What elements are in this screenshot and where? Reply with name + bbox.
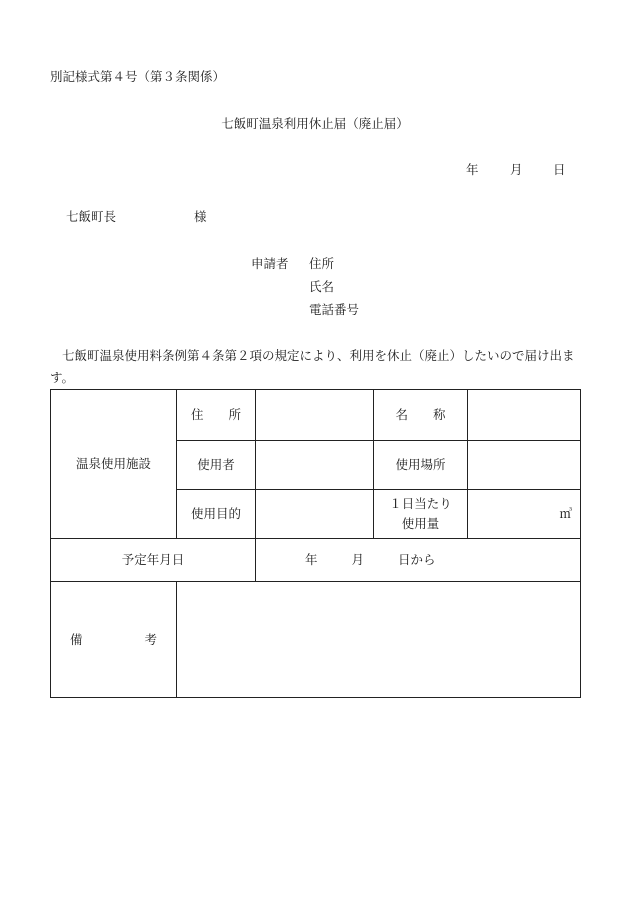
scheduled-date-label: 予定年月日 [121,552,185,567]
applicant-label: 申請者 [251,256,289,271]
addressee-name: 七飯町長 [66,209,117,224]
date-year: 年 [466,162,479,177]
daily-amount-value-cell[interactable] [468,490,581,539]
form-table [50,389,581,698]
scheduled-date-label-cell [51,539,256,582]
form-number: 別記様式第４号（第３条関係） [50,69,226,84]
daily-amount-label-line2: 使用量 [401,516,440,531]
daily-amount-label-cell [374,490,468,539]
remarks-label-2: 考 [144,631,158,647]
scheduled-month: 月 [351,552,365,567]
purpose-label: 使用目的 [190,506,241,521]
scheduled-year: 年 [305,552,318,567]
purpose-label-cell [177,490,256,539]
name-label: 名 称 [395,407,446,422]
name-value-cell[interactable] [468,390,581,441]
address-label-cell [177,390,256,441]
address-label: 住 所 [190,407,241,422]
scheduled-date-value-cell[interactable] [256,539,581,582]
name-label-cell [374,390,468,441]
user-label-cell [177,441,256,490]
address-value-cell[interactable] [256,390,374,441]
purpose-value-cell[interactable] [256,490,374,539]
facility-label: 温泉使用施設 [75,456,151,471]
date-month: 月 [510,162,523,177]
applicant-address-label: 住所 [309,256,335,271]
applicant-name-label: 氏名 [309,279,335,294]
applicant-phone-label: 電話番号 [309,302,360,317]
document-title: 七飯町温泉利用休止届（廃止届） [221,116,409,131]
date-day: 日 [553,162,566,177]
addressee-honorific: 様 [194,209,207,224]
cubic-meter-unit: ㎥ [559,506,572,521]
place-value-cell[interactable] [468,441,581,490]
user-value-cell[interactable] [256,441,374,490]
remarks-label-cell [51,582,177,698]
remarks-label-1: 備 [70,631,83,647]
facility-label-cell [51,390,177,539]
place-label-cell [374,441,468,490]
body-text: 七飯町温泉使用料条例第４条第２項の規定により、利用を休止（廃止）したいので届け出ます。 [50,348,575,385]
scheduled-day-from: 日から [398,552,436,567]
daily-amount-label-line1: １日当たり [389,496,452,511]
user-label: 使用者 [197,457,235,472]
place-label: 使用場所 [395,457,446,472]
remarks-value-cell[interactable] [177,582,581,698]
